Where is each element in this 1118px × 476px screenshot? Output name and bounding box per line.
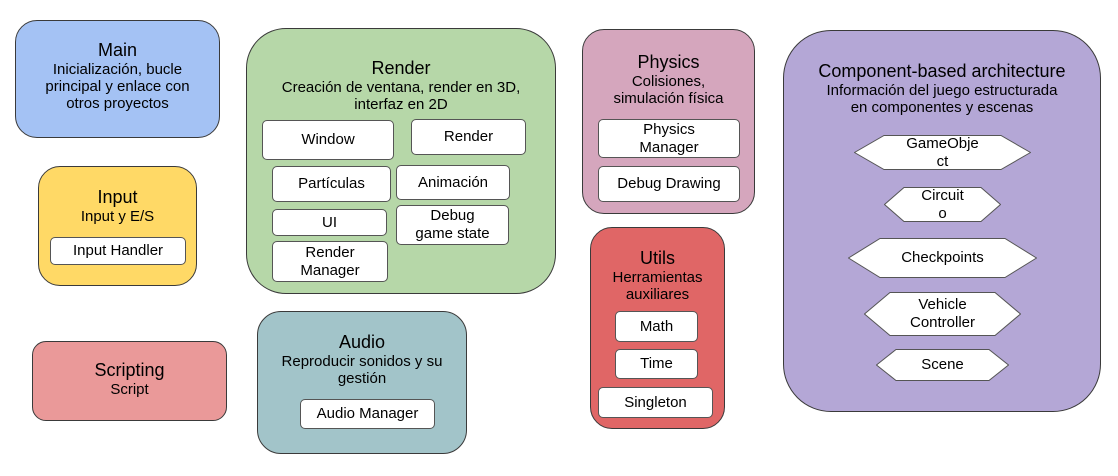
render-manager-line-2: Manager	[300, 261, 360, 279]
render-desc-line-2: interfaz en 2D	[354, 96, 448, 113]
audio-title: Audio	[338, 332, 386, 352]
math-box: Math	[615, 311, 698, 342]
render-manager-box	[272, 241, 388, 282]
component-module	[783, 30, 1101, 412]
gameobject-label	[906, 135, 979, 171]
debug-game-state-box	[396, 205, 509, 245]
time-box: Time	[615, 349, 698, 379]
checkpoints-hexagon	[848, 238, 1037, 278]
physics-desc-line-2: simulación física	[613, 90, 724, 107]
window-box: Window	[262, 120, 394, 160]
debug-game-state-line-2: game state	[415, 225, 490, 242]
debug-drawing-box: Debug Drawing	[598, 166, 740, 202]
render-module	[246, 28, 556, 294]
main-module	[15, 20, 220, 138]
gameobject-hexagon	[854, 135, 1031, 170]
physics-manager-line-2: Manager	[639, 138, 699, 156]
singleton-box: Singleton	[598, 387, 713, 418]
circuito-label	[921, 187, 964, 223]
checkpoints-label: Checkpoints	[901, 249, 984, 266]
component-desc-line-1: Información del juego estructurada	[826, 82, 1058, 99]
physics-manager-box	[598, 119, 740, 158]
circuito-hexagon	[884, 187, 1001, 222]
main-desc-line-2: principal y enlace con	[45, 78, 190, 95]
utils-title: Utils	[640, 248, 675, 268]
input-title: Input	[97, 187, 138, 207]
input-handler-box: Input Handler	[50, 237, 186, 265]
scripting-title: Scripting	[94, 360, 165, 380]
utils-desc-line-2: auxiliares	[625, 286, 690, 303]
physics-module	[582, 29, 755, 214]
scripting-desc: Script	[110, 381, 149, 398]
render-manager-line-1: Render	[305, 243, 355, 261]
scene-hexagon	[876, 349, 1009, 381]
audio-module	[257, 311, 467, 454]
input-desc: Input y E/S	[80, 208, 155, 225]
render-box: Render	[411, 119, 526, 155]
audio-desc-line-1: Reproducir sonidos y su	[281, 353, 443, 370]
audio-manager-box: Audio Manager	[300, 399, 435, 429]
physics-title: Physics	[637, 52, 700, 72]
component-desc-line-2: en componentes y escenas	[850, 99, 1034, 116]
gameobject-label-line-2: ct	[936, 152, 949, 170]
audio-desc-line-2: gestión	[337, 370, 387, 387]
render-title: Render	[371, 58, 431, 78]
main-desc-line-3: otros proyectos	[66, 95, 169, 112]
ui-box: UI	[272, 209, 387, 236]
gameobject-label-line-1: GameObje	[906, 134, 979, 152]
physics-manager-line-1: Physics	[643, 120, 695, 138]
utils-desc-line-1: Herramientas	[612, 269, 703, 286]
scripting-module	[32, 341, 227, 421]
utils-module	[590, 227, 725, 429]
render-desc-line-1: Creación de ventana, render en 3D,	[281, 79, 521, 96]
physics-desc-line-1: Colisiones,	[631, 73, 706, 90]
component-title: Component-based architecture	[818, 61, 1066, 81]
vehicle-controller-label-line-1: Vehicle	[918, 296, 967, 313]
vehicle-controller-hexagon	[864, 292, 1021, 336]
animacion-box: Animación	[396, 165, 510, 200]
circuito-label-line-1: Circuit	[921, 186, 964, 204]
vehicle-controller-label	[910, 296, 975, 332]
input-module	[38, 166, 197, 286]
main-desc-line-1: Inicialización, bucle	[52, 61, 183, 78]
debug-game-state-line-1: Debug	[430, 207, 475, 224]
vehicle-controller-label-line-2: Controller	[909, 314, 976, 331]
particulas-box: Partículas	[272, 166, 391, 202]
scene-label: Scene	[921, 356, 964, 373]
main-title: Main	[97, 40, 137, 60]
circuito-label-line-2: o	[938, 204, 947, 222]
